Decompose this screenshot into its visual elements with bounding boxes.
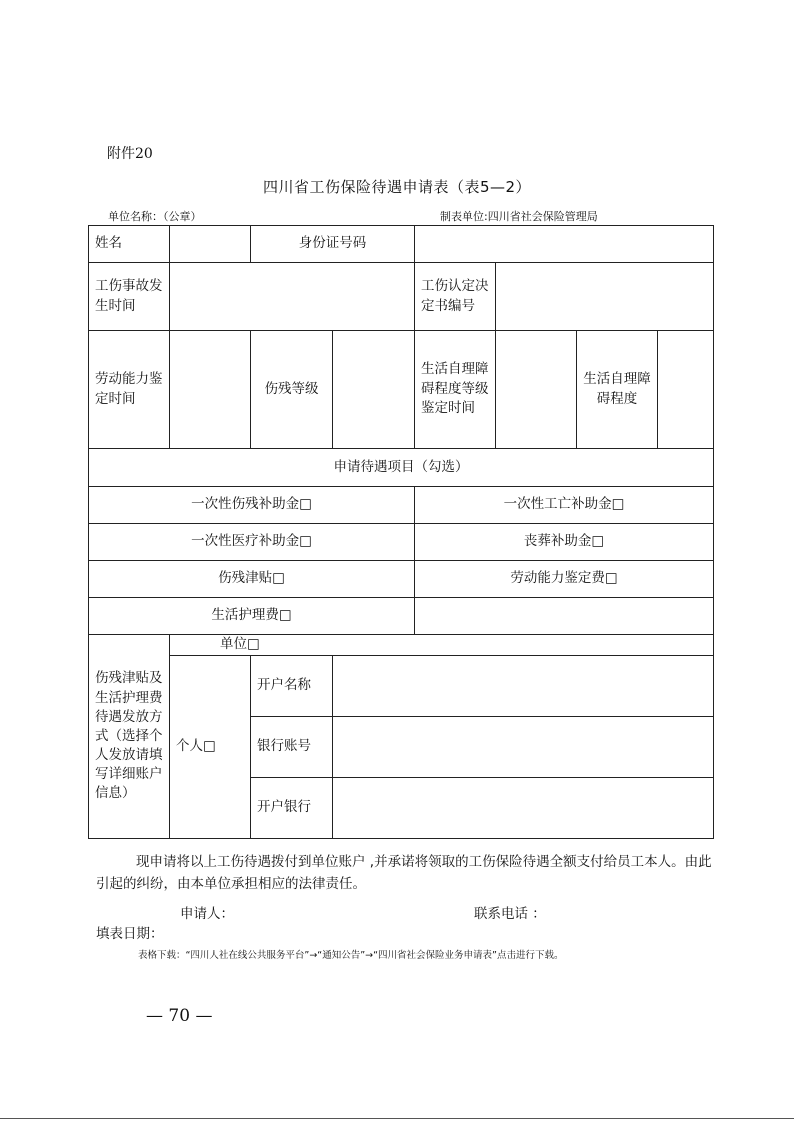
disability-grade-field[interactable] xyxy=(333,331,415,449)
id-number-field[interactable] xyxy=(415,226,714,263)
selfcare-degree-field[interactable] xyxy=(658,331,714,449)
item-disability-allowance[interactable]: 伤残津贴□ xyxy=(89,561,415,598)
page-divider xyxy=(0,1118,794,1119)
item-capacity-appraisal-fee[interactable]: 劳动能力鉴定费□ xyxy=(415,561,714,598)
phone-label: 联系电话 ： xyxy=(474,906,546,922)
personal-option[interactable]: 个人□ xyxy=(170,656,251,839)
selfcare-appraisal-time-label: 生活自理障碍程度等级鉴定时间 xyxy=(415,331,496,449)
application-form-table xyxy=(88,225,714,839)
table-row xyxy=(89,331,714,449)
payment-method-label: 伤残津贴及生活护理费待遇发放方式（选择个人发放请填写详细账户信息） xyxy=(89,635,170,839)
id-number-label: 身份证号码 xyxy=(251,226,415,263)
fill-date-label: 填表日期： xyxy=(96,926,164,942)
account-name-label: 开户名称 xyxy=(251,656,333,717)
accident-time-field[interactable] xyxy=(170,263,415,331)
table-row xyxy=(89,487,714,524)
injury-certificate-label: 工伤认定决定书编号 xyxy=(415,263,496,331)
accident-time-label: 工伤事故发生时间 xyxy=(89,263,170,331)
account-number-label: 银行账号 xyxy=(251,717,333,778)
table-row xyxy=(89,449,714,487)
item-one-time-death[interactable]: 一次性工亡补助金□ xyxy=(415,487,714,524)
item-funeral[interactable]: 丧葬补助金□ xyxy=(415,524,714,561)
page-number: — 70 — xyxy=(146,1006,213,1026)
unit-name-label: 单位名称：（公章） xyxy=(108,210,202,223)
bank-label: 开户银行 xyxy=(251,778,333,839)
item-one-time-disability[interactable]: 一次性伤残补助金□ xyxy=(89,487,415,524)
table-row xyxy=(89,524,714,561)
maker-label: 制表单位:四川省社会保险管理局 xyxy=(440,210,598,223)
bank-field[interactable] xyxy=(333,778,714,839)
download-note: 表格下载：“四川人社在线公共服务平台”→“通知公告”→“四川省社会保险业务申请表”点击进行下载。 xyxy=(138,950,564,961)
name-field[interactable] xyxy=(170,226,251,263)
capacity-appraisal-time-field[interactable] xyxy=(170,331,251,449)
page-title: 四川省工伤保险待遇申请表（表5—2） xyxy=(262,178,532,196)
account-name-field[interactable] xyxy=(333,656,714,717)
injury-certificate-field[interactable] xyxy=(496,263,714,331)
disability-grade-label: 伤残等级 xyxy=(251,331,333,449)
table-row xyxy=(89,598,714,635)
unit-option[interactable]: 单位□ xyxy=(170,635,714,656)
item-nursing-fee[interactable]: 生活护理费□ xyxy=(89,598,415,635)
table-row xyxy=(89,561,714,598)
table-row xyxy=(89,226,714,263)
table-row xyxy=(89,263,714,331)
item-one-time-medical[interactable]: 一次性医疗补助金□ xyxy=(89,524,415,561)
selfcare-appraisal-time-field[interactable] xyxy=(496,331,577,449)
applicant-label: 申请人： xyxy=(180,906,234,922)
account-number-field[interactable] xyxy=(333,717,714,778)
items-header: 申请待遇项目（勾选） xyxy=(89,449,714,487)
attachment-label: 附件20 xyxy=(107,146,153,162)
selfcare-degree-label: 生活自理障碍程度 xyxy=(577,331,658,449)
table-row xyxy=(89,656,714,717)
items-empty-cell xyxy=(415,598,714,635)
table-row xyxy=(89,635,714,656)
commitment-statement: 现申请将以上工伤待遇拨付到单位账户 ,并承诺将领取的工伤保险待遇全额支付给员工本人。由此引起的纠纷，由本单位承担相应的法律责任。 xyxy=(96,854,712,892)
capacity-appraisal-time-label: 劳动能力鉴定时间 xyxy=(89,331,170,449)
name-label: 姓名 xyxy=(89,226,170,263)
